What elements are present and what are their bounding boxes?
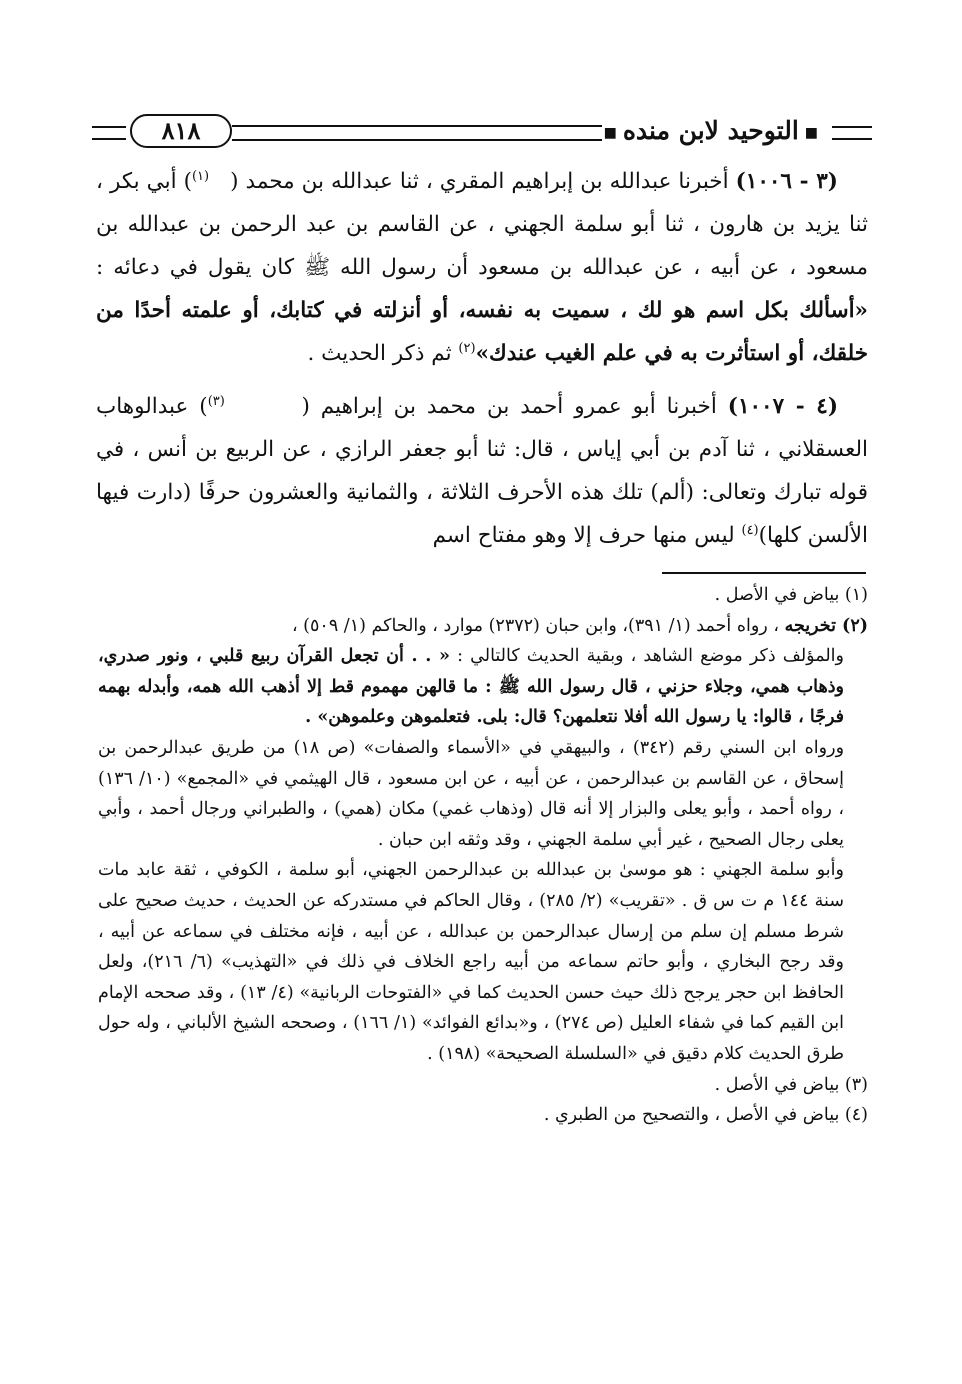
footnote-2 xyxy=(98,611,868,642)
hadith-number: (٤ - ١٠٠٧) xyxy=(727,394,838,419)
footnote-2-paragraph: وأبو سلمة الجهني : هو موسىٰ بن عبدالله بن عبدالرحمن الجهني، أبو سلمة ، الكوفي ، ثقة عابد مات سنة ١٤٤ م ت س ق . «تقريب» (٢/ ٢٨٥) ، وقال الحاكم في مستدركه عن الحديث ، حديث صحيح على شرط مسلم إن سلم من إرسال عبدالرحمن بن عبدالله ، عن أبيه ، فإنه مختلف في سماعه عن أبيه ، وقد رجح البخاري ، وأبو حاتم سماعه من أبيه راجع الخلاف في ذلك في «التهذيب» (٦/ ٢١٦)، ولعل الحافظ ابن حجر يرجح ذلك حيث حسن الحديث كما في «الفتوحات الربانية» (٤/ ١٣) ، وقد صححه الإمام ابن القيم كما في شفاء العليل (ص ٢٧٤) ، و«بدائع الفوائد» (١/ ١٦٦) ، وصححه الشيخ الألباني ، وله حول طرق الحديث كلام دقيق في «السلسلة الصحيحة» (١٩٨) . xyxy=(98,860,844,1064)
hadith-1006 xyxy=(96,160,868,375)
footnotes xyxy=(98,580,868,1131)
hadith-1007 xyxy=(96,385,868,557)
page-number: ٨١٨ xyxy=(130,114,232,148)
footnote-separator xyxy=(662,572,866,574)
hadith-chain: ليس منها حرف إلا وهو مفتاح اسم xyxy=(432,523,735,548)
header-rule-left xyxy=(92,126,126,140)
book-title-text: التوحيد لابن منده xyxy=(622,116,799,145)
header-rule xyxy=(232,125,602,141)
footnote-marker: (٣) xyxy=(207,393,225,409)
footnote-2-line: والمؤلف ذكر موضع الشاهد ، وبقية الحديث كالتالي : xyxy=(457,646,844,667)
square-ornament-icon: ■ xyxy=(603,124,617,141)
footnote-2-label: (٢) تخريجه xyxy=(784,615,868,636)
hadith-dua: «أسألك بكل اسم هو لك ، سميت به نفسه، أو أنزلته في كتابك، أو علمته أحدًا من خلقك، أو استأثرت به في علم الغيب عندك» xyxy=(96,298,868,366)
square-ornament-icon: ■ xyxy=(804,124,818,141)
footnote-marker: (٤) xyxy=(741,522,759,538)
footnote-marker: (١) xyxy=(191,168,210,184)
footnote-2-continuation xyxy=(98,641,868,733)
footnote-4: (٤) بياض في الأصل ، والتصحيح من الطبري . xyxy=(543,1105,868,1126)
page-header xyxy=(92,112,872,152)
hadith-ending: ثم ذكر الحديث . xyxy=(307,341,452,366)
footnote-2-line: ، رواه أحمد (١/ ٣٩١)، وابن حبان (٢٣٧٢) موارد ، والحاكم (١/ ٥٠٩) ، xyxy=(291,615,779,636)
book-title xyxy=(598,116,824,145)
footnote-2-quote: « . . أن تجعل القرآن ربيع قلبي ، ونور صدري، وذهاب همي، وجلاء حزني ، قال رسول الله ﷺ : ما قالهن مهموم قط إلا أذهب الله همه، وأبدله بهمه فرجًا ، قالوا: يا رسول الله أفلا نتعلمهن؟ قال: بلى. فتعلموهن وعلموهن» . xyxy=(98,646,844,728)
hadith-chain: أخبرنا أبو عمرو أحمد بن محمد بن إبراهيم ( xyxy=(301,394,717,419)
hadith-chain: ) عبدالوهاب العسقلاني ، ثنا آدم بن أبي إياس ، قال: ثنا أبو جعفر الرازي ، عن الربيع بن أنس ، في قوله تبارك وتعالى: (ألم) تلك هذه الأحرف الثلاثة ، والثمانية والعشرون حرفًا (دارت فيها الألسن كلها) xyxy=(96,394,868,548)
footnote-3: (٣) بياض في الأصل . xyxy=(714,1074,868,1095)
hadith-chain: ) أبي بكر ، ثنا يزيد بن هارون ، ثنا أبو سلمة الجهني ، عن القاسم بن عبد الرحمن بن عبدالله بن مسعود ، عن أبيه ، عن عبدالله بن مسعود أن رسول الله ﷺ كان يقول في دعائه : xyxy=(96,169,868,280)
header-rule-right xyxy=(832,126,872,140)
hadith-number: (٣ - ١٠٠٦) xyxy=(735,169,838,194)
footnote-marker: (٢) xyxy=(458,340,476,356)
footnote-1: (١) بياض في الأصل . xyxy=(714,585,868,605)
footnote-2-paragraph: ورواه ابن السني رقم (٣٤٢) ، والبيهقي في «الأسماء والصفات» (ص ١٨) من طريق عبدالرحمن بن إسحاق ، عن القاسم بن عبدالرحمن ، عن أبيه ، عن ابن مسعود ، قال الهيثمي في «المجمع» (١٠/ ١٣٦) ، رواه أحمد ، وأبو يعلى والبزار إلا أنه قال (وذهاب غمي) مكان (همي) ، والطبراني ورجال أحمد ، وأبي يعلى رجال الصحيح ، غير أبي سلمة الجهني ، وقد وثقه ابن حبان . xyxy=(98,737,845,850)
main-text xyxy=(96,160,868,557)
hadith-chain: أخبرنا عبدالله بن إبراهيم المقري ، ثنا عبدالله بن محمد ( xyxy=(230,169,729,194)
